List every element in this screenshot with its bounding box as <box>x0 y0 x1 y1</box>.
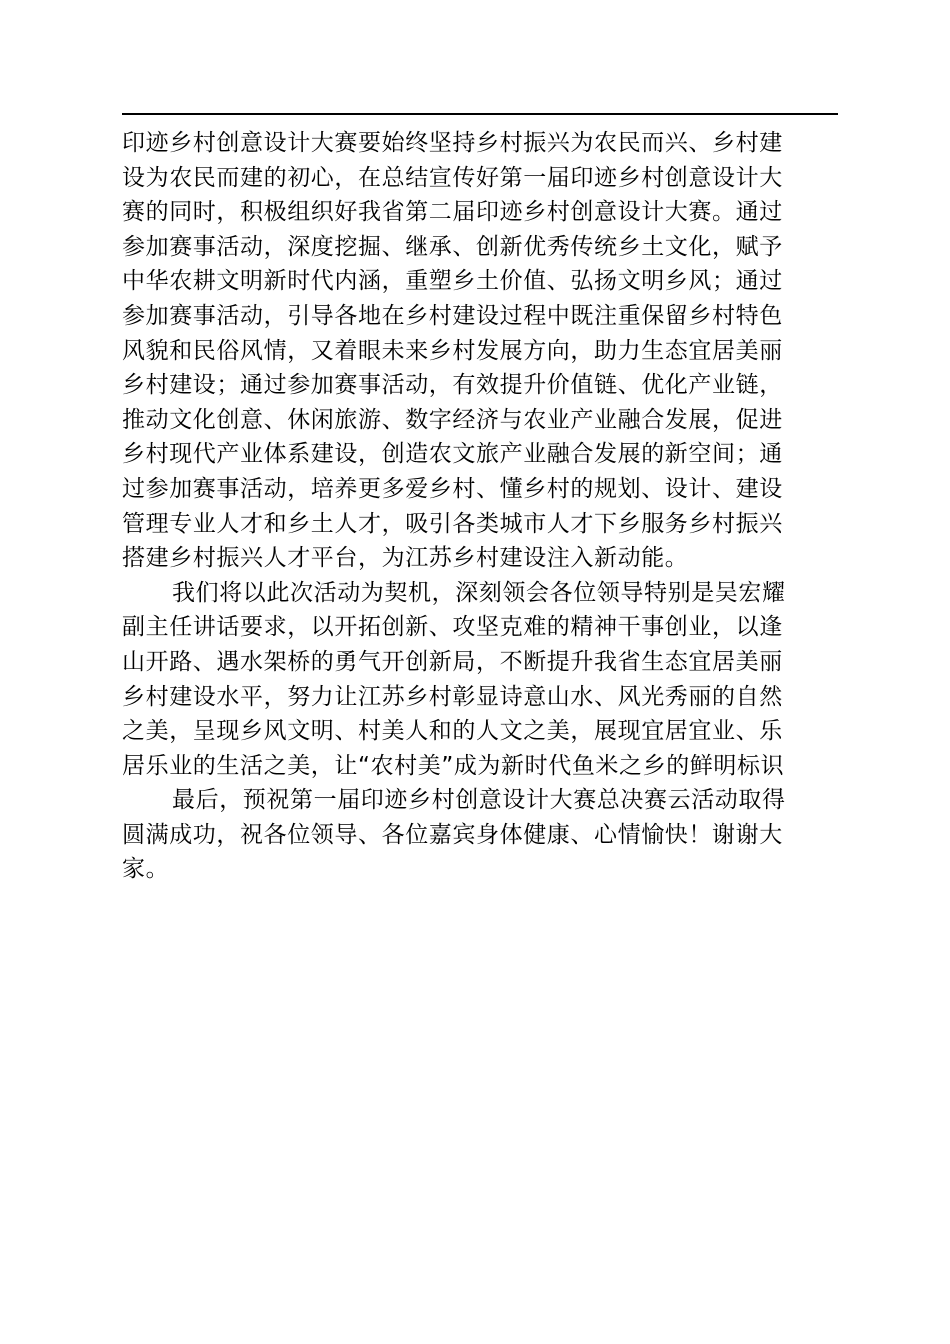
text-line: 设为农民而建的初心，在总结宣传好第一届印迹乡村创意设计大 <box>122 164 783 191</box>
text-line: 中华农耕文明新时代内涵，重塑乡土价值、弘扬文明乡风；通过 <box>122 268 783 295</box>
text-line: 风貌和民俗风情，又着眼未来乡村发展方向，助力生态宜居美丽 <box>122 337 783 364</box>
text-line: 之美，呈现乡风文明、村美人和的人文之美，展现宜居宜业、乐 <box>122 718 783 745</box>
text-line: 乡村建设；通过参加赛事活动，有效提升价值链、优化产业链， <box>122 372 783 399</box>
paragraph-1 <box>122 126 838 576</box>
paragraph-3 <box>122 783 838 887</box>
text-line: 过参加赛事活动，培养更多爱乡村、懂乡村的规划、设计、建设 <box>122 475 783 502</box>
text-line: 我们将以此次活动为契机，深刻领会各位领导特别是吴宏耀 <box>172 579 786 606</box>
text-line: 推动文化创意、休闲旅游、数字经济与农业产业融合发展，促进 <box>122 406 783 433</box>
text-line: 参加赛事活动，引导各地在乡村建设过程中既注重保留乡村特色 <box>122 302 783 329</box>
text-line: 乡村建设水平，努力让江苏乡村彰显诗意山水、风光秀丽的自然 <box>122 683 783 710</box>
text-line: 居乐业的生活之美，让“农村美”成为新时代鱼米之乡的鲜明标识 <box>122 752 785 779</box>
text-line: 圆满成功，祝各位领导、各位嘉宾身体健康、心情愉快！谢谢大 <box>122 821 783 848</box>
text-line: 管理专业人才和乡土人才，吸引各类城市人才下乡服务乡村振兴 <box>122 510 783 537</box>
text-line: 副主任讲话要求，以开拓创新、攻坚克难的精神干事创业，以逢 <box>122 614 783 641</box>
text-line: 参加赛事活动，深度挖掘、继承、创新优秀传统乡土文化，赋予 <box>122 233 783 260</box>
text-line: 赛的同时，积极组织好我省第二届印迹乡村创意设计大赛。通过 <box>122 199 783 226</box>
text-line: 印迹乡村创意设计大赛要始终坚持乡村振兴为农民而兴、乡村建 <box>122 130 783 156</box>
header-rule <box>122 113 838 115</box>
text-line: 家。 <box>122 856 170 883</box>
paragraph-2 <box>122 576 838 784</box>
text-line: 最后，预祝第一届印迹乡村创意设计大赛总决赛云活动取得 <box>172 787 786 814</box>
document-body <box>122 126 838 887</box>
text-line: 乡村现代产业体系建设，创造农文旅产业融合发展的新空间；通 <box>122 441 783 468</box>
text-line: 山开路、遇水架桥的勇气开创新局，不断提升我省生态宜居美丽 <box>122 648 783 675</box>
text-line: 搭建乡村振兴人才平台，为江苏乡村建设注入新动能。 <box>122 545 689 572</box>
